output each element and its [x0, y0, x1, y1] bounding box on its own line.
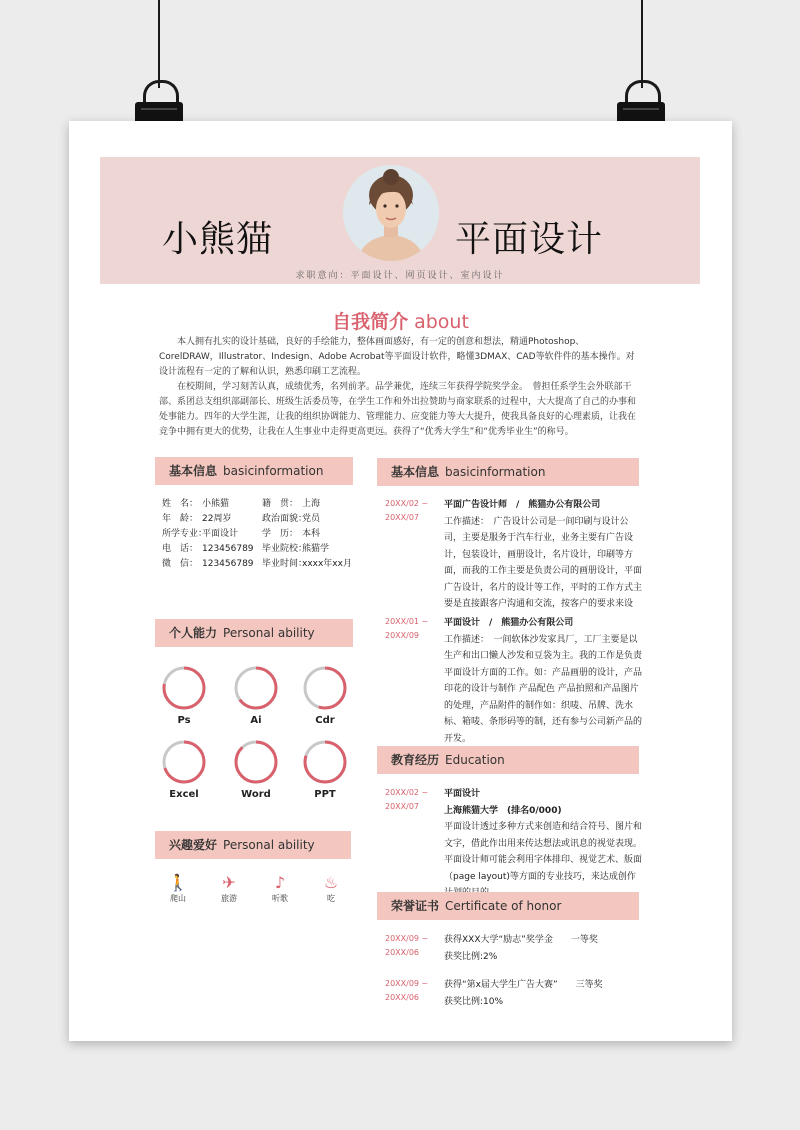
info-row — [162, 497, 254, 512]
header-banner — [100, 157, 700, 284]
skill-ring-progress — [236, 742, 276, 782]
honor-1-date — [385, 932, 428, 960]
date-end: 20XX/07 — [385, 513, 420, 522]
honor-title: 获得XXX大学“励志”奖学金 一等奖 — [444, 935, 598, 945]
info-value: 123456789 — [202, 559, 254, 569]
work-desc: 工作描述： 一间软体沙发家具厂，工厂主要是以生产和出口懒人沙发和豆袋为主。我的工作是负责平面设计方面的工作。如：产品画册的设计，产品印花的设计与制作 产品配色 产品拍照和产品图片的处理，产品附件的制作如：织唛、吊牌、洗水标、箱唛、条形码等的制，还有参与公司新产品的开发。 — [444, 634, 643, 744]
date-start: 20XX/01 ~ — [385, 617, 429, 626]
info-value: 上海 — [302, 499, 321, 509]
education-desc: 平面设计透过多种方式来创造和结合符号、图片和文字，借此作出用来传达想法或讯息的视觉表现。平面设计师可能会利用字体排印、视觉艺术、版面（page layout)等方面的专业技巧，来达成创作 — [444, 822, 643, 882]
info-row — [262, 497, 352, 512]
hobby-travel — [209, 873, 249, 904]
skill-ppt — [302, 739, 348, 800]
info-key: 电 话： — [162, 544, 199, 554]
info-row — [262, 512, 352, 527]
about-title-en: about — [414, 311, 469, 333]
date-end: 20XX/09 — [385, 631, 420, 640]
date-end: 20XX/06 — [385, 993, 420, 1002]
skill-ps — [161, 665, 207, 726]
info-value: 熊猫学 — [302, 544, 330, 554]
education-title-en: Education — [445, 753, 505, 767]
left-hanging-wire — [158, 0, 160, 88]
honor-entry-1 — [444, 932, 644, 965]
info-value: 党员 — [302, 514, 321, 524]
work-1-date — [385, 497, 428, 525]
education-entry — [444, 786, 644, 902]
hobby-label: 吃 — [327, 894, 335, 903]
about-section-title — [69, 307, 732, 334]
skills-title-en: Personal ability — [223, 626, 315, 640]
hobby-label: 爬山 — [170, 894, 186, 903]
work-title: 平面设计 / 熊猫办公有限公司 — [444, 618, 574, 628]
info-key: 学 历： — [262, 529, 299, 539]
education-title-cn: 教育经历 — [391, 753, 440, 767]
skills-title-cn: 个人能力 — [169, 626, 218, 640]
date-end: 20XX/06 — [385, 948, 420, 957]
honor-2-date — [385, 977, 428, 1005]
info-key: 微 信： — [162, 559, 199, 569]
work-desc: 工作描述： 广告设计公司是一间印刷与设计公司，主要是服务于汽车行业，业务主要有广告设计，包装设计，画册设计，名片设计，印刷等方面，而我的工作主要是负责公司的画册设计，平面广告设计，名片的设计等工作，平时的工作方式主要是直接跟客户沟通和交流，按客户的要求来设 — [444, 516, 643, 609]
hobby-music — [260, 873, 300, 904]
profile-photo — [343, 165, 439, 261]
skill-label: Excel — [169, 789, 199, 800]
info-key: 年 龄： — [162, 514, 199, 524]
info-key: 姓 名： — [162, 499, 199, 509]
basic-info-right — [262, 497, 352, 572]
about-paragraph-1: 本人拥有扎实的设计基础，良好的手绘能力，整体画面感好，有一定的创意和想法，精通Photoshop、CorelDRAW，Illustrator、Indesign、Adobe Acrobat等平面设计软件，略懂3DMAX、CAD等软件件的基本操作。对设计流程有一定的了解和认识，熟悉印刷工艺流程。 — [159, 337, 635, 377]
candidate-role: 平面设计 — [455, 219, 604, 260]
music-note-icon: ♪ — [274, 873, 286, 892]
info-value: xxxx年xx月 — [302, 559, 352, 569]
honor-ratio: 获奖比例:2% — [444, 951, 498, 962]
info-key: 政治面貌： — [262, 514, 308, 524]
right-hanging-wire — [641, 0, 643, 88]
info-key: 籍 贯： — [262, 499, 299, 509]
info-key: 毕业时间： — [262, 559, 308, 569]
date-start: 20XX/02 ~ — [385, 499, 429, 508]
skill-ring — [161, 665, 207, 711]
skill-label: Cdr — [315, 715, 335, 726]
hobby-food — [311, 873, 351, 904]
info-value: 平面设计 — [202, 529, 239, 539]
job-intention: 求职意向：平面设计、网页设计、室内设计 — [295, 271, 505, 281]
honor-ratio: 获奖比例:10% — [444, 996, 504, 1007]
education-major: 平面设计 — [444, 789, 481, 799]
work-title-cn: 基本信息 — [391, 465, 440, 479]
about-paragraph-2: 在校期间，学习刻苦认真，成绩优秀，名列前茅。品学兼优，连续三年获得学院奖学金。 曾担任系学生会外联部干部、系团总支组织部副部长、班级生活委员等，在学生工作和外出拉赞助与商家联系的过程中，大大提高了自己的办事和处事能力。四年的大学生涯，让我的组织协调能力、管理能力、应变能力等大大提升，使我具备良好的心理素质，让我在竞争中拥有更大的优势，让我在人生事业中走得更高更远。获得了“优秀大学生”和“优秀毕业生”的称号。 — [159, 382, 637, 437]
candidate-name: 小熊猫 — [162, 219, 274, 260]
hobbies-title-en: Personal ability — [223, 838, 315, 852]
skill-excel — [161, 739, 207, 800]
food-icon: ♨ — [323, 873, 339, 892]
about-title-cn: 自我简介 — [332, 311, 409, 333]
skill-cdr — [302, 665, 348, 726]
work-header — [377, 458, 639, 486]
hobbies-title-cn: 兴趣爱好 — [169, 838, 218, 852]
skill-ring — [161, 739, 207, 785]
date-end: 20XX/07 — [385, 802, 420, 811]
education-header — [377, 746, 639, 774]
info-key: 所学专业： — [162, 529, 208, 539]
skill-ring — [302, 665, 348, 711]
info-row — [162, 542, 254, 557]
work-2-date — [385, 615, 428, 643]
resume-paper — [69, 121, 732, 1041]
info-row — [262, 542, 352, 557]
honors-title-en: Certificate of honor — [445, 899, 562, 913]
info-value: 小熊猫 — [202, 499, 230, 509]
basic-info-title-cn: 基本信息 — [169, 464, 218, 478]
work-entry-1 — [444, 497, 644, 613]
work-title-en: basicinformation — [445, 465, 546, 479]
skill-ring — [233, 665, 279, 711]
portrait-image — [343, 165, 439, 261]
work-entry-2 — [444, 615, 644, 747]
info-key: 毕业院校： — [262, 544, 308, 554]
skill-label: Word — [241, 789, 271, 800]
basic-info-left — [162, 497, 254, 572]
education-date — [385, 786, 428, 814]
about-text — [159, 335, 641, 440]
work-title: 平面广告设计师 / 熊猫办公有限公司 — [444, 500, 601, 510]
skills-header — [155, 619, 353, 647]
hobby-hiking — [158, 873, 198, 904]
skill-ring — [233, 739, 279, 785]
date-start: 20XX/09 ~ — [385, 979, 429, 988]
info-row — [162, 527, 254, 542]
honors-header — [377, 892, 639, 920]
info-value: 本科 — [302, 529, 321, 539]
skill-ring — [302, 739, 348, 785]
date-start: 20XX/02 ~ — [385, 788, 429, 797]
airplane-icon: ✈ — [222, 873, 236, 892]
honor-entry-2 — [444, 977, 644, 1010]
skill-ai — [233, 665, 279, 726]
info-row — [162, 557, 254, 572]
skill-word — [233, 739, 279, 800]
date-start: 20XX/09 ~ — [385, 934, 429, 943]
info-row — [262, 527, 352, 542]
hobby-label: 听歌 — [272, 894, 288, 903]
honor-title: 获得“第x届大学生广告大赛” 三等奖 — [444, 980, 603, 990]
skill-label: Ai — [250, 715, 262, 726]
basic-info-header — [155, 457, 353, 485]
info-row — [262, 557, 352, 572]
info-value: 123456789 — [202, 544, 254, 554]
hobbies-header — [155, 831, 351, 859]
hobby-label: 旅游 — [221, 894, 237, 903]
info-value: 22周岁 — [202, 514, 232, 524]
info-row — [162, 512, 254, 527]
education-school: 上海熊猫大学 (排名0/000) — [444, 805, 562, 816]
skill-label: Ps — [177, 715, 191, 726]
skill-label: PPT — [314, 789, 336, 800]
basic-info-title-en: basicinformation — [223, 464, 324, 478]
honors-title-cn: 荣誉证书 — [391, 899, 440, 913]
hiking-icon: 🚶 — [168, 873, 188, 892]
